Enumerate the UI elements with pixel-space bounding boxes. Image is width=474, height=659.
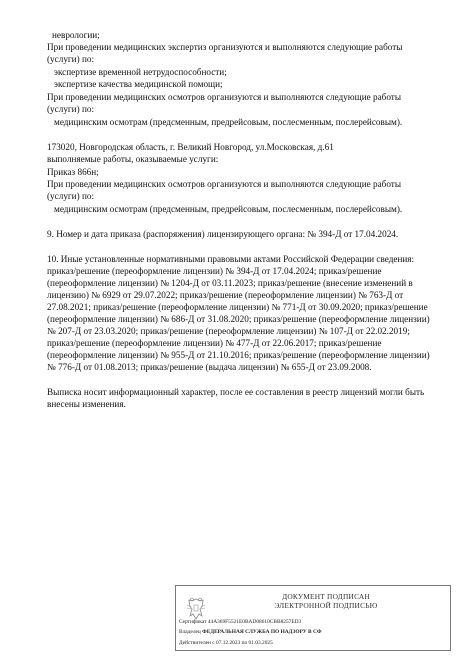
text-line: 27.08.2021; приказ/решение (переоформление лицензии) № 771-Д от 30.09.2020; приказ/решение xyxy=(47,302,428,312)
text-line: (переоформление лицензии) № 1204-Д от 03.11.2023; приказ/решение (внесение изменений в xyxy=(47,278,413,288)
text-line: медицинским осмотрам (предсменным, предрейсовым, послесменным, послерейсовым). xyxy=(54,117,403,127)
electronic-signature-stamp xyxy=(175,585,451,651)
text-line: При проведении медицинских экспертиз организуются и выполняются следующие работы xyxy=(47,42,403,52)
disclaimer-line: Выписка носит информационный характер, после ее составления в реестр лицензий могли быть xyxy=(47,387,425,397)
text-line: приказ/решение (переоформление лицензии) № 477-Д от 22.06.2017; приказ/решение xyxy=(47,338,382,348)
text-line: При проведении медицинских осмотров организуются и выполняются следующие работы xyxy=(47,92,401,102)
owner-line: Владелец ФЕДЕРАЛЬНАЯ СЛУЖБА ПО НАДЗОРУ В СФ xyxy=(179,629,322,635)
text-line: экспертизе качества медицинской помощи; xyxy=(54,79,223,89)
text-line: выполняемые работы, оказываемые услуги: xyxy=(47,154,219,164)
text-line: неврологии; xyxy=(52,30,100,40)
certificate-line: Сертификат 44A369F5521E0BAD08610CBB8257ED3 xyxy=(179,619,302,625)
text-line: (услуги) по: xyxy=(47,191,95,201)
text-line: (переоформление лицензии) № 686-Д от 31.08.2020; приказ/решение (переоформление лицензии) xyxy=(47,314,430,324)
text-line: экспертизе временной нетрудоспособности; xyxy=(54,67,227,77)
section-9: 9. Номер и дата приказа (распоряжения) лицензирующего органа: № 394-Д от 17.04.2024. xyxy=(47,229,399,239)
text-line: Приказ 866н; xyxy=(47,167,99,177)
text-line: медицинским осмотрам (предсменным, предрейсовым, послесменным, послерейсовым). xyxy=(54,204,403,214)
text-line: (услуги) по: xyxy=(47,54,95,64)
text-line: (услуги) по: xyxy=(47,104,95,114)
text-line: лицензию) № 6929 от 29.07.2022; приказ/решение (переоформление лицензии) № 763-Д от xyxy=(47,290,404,300)
text-line: № 776-Д от 01.08.2013; приказ/решение (выдача лицензии) № 655-Д от 23.09.2008. xyxy=(47,362,372,372)
text-line: № 207-Д от 23.03.2020; приказ/решение (переоформление лицензии) № 107-Д от 22.02.2019; xyxy=(47,326,410,336)
text-line: (переоформление лицензии) № 955-Д от 21.10.2016; приказ/решение (переоформление лицензии) xyxy=(47,350,430,360)
stamp-title: ДОКУМЕНТ ПОДПИСАН ЭЛЕКТРОННОЙ ПОДПИСЬЮ xyxy=(274,592,378,610)
section-10-heading: 10. Иные установленные нормативными правовыми актами Российской Федерации сведения: xyxy=(47,254,415,264)
text-line: При проведении медицинских осмотров организуются и выполняются следующие работы xyxy=(47,179,401,189)
address-line: 173020, Новгородская область, г. Великий Новгород, ул.Московская, д.61 xyxy=(47,142,334,152)
disclaimer-line: внесены изменения. xyxy=(47,399,126,409)
text-line: приказ/решение (переоформление лицензии) № 394-Д от 17.04.2024; приказ/решение xyxy=(47,266,382,276)
validity-line: Действителен с 07.12.2023 по 01.03.2025 xyxy=(179,640,273,646)
